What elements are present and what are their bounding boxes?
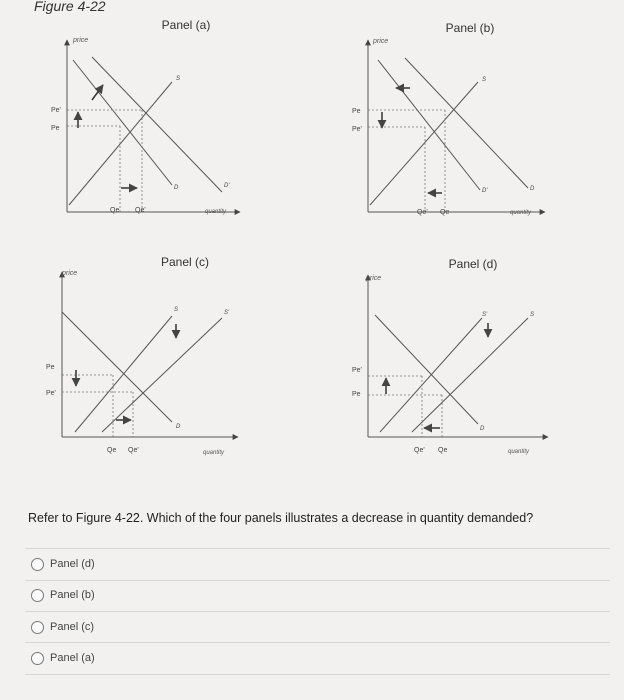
- panel-a-title: Panel (a): [161, 18, 211, 32]
- option-panel-a[interactable]: [28, 643, 608, 673]
- panel-a-d-label: D: [174, 185, 179, 191]
- panel-a-q-left: Qe: [110, 207, 120, 214]
- panel-b-d2-label: D': [482, 188, 488, 194]
- option-label: Panel (d): [50, 558, 95, 570]
- radio-button[interactable]: [31, 589, 44, 602]
- panel-d: [352, 257, 548, 455]
- option-label: Panel (a): [50, 652, 95, 664]
- panel-b-ylabel: price: [373, 38, 389, 45]
- panel-a-supply-curve: [69, 82, 172, 205]
- figure-title: Figure 4-22: [34, 0, 106, 14]
- option-panel-c[interactable]: [28, 612, 608, 642]
- panel-d-title: Panel (d): [448, 257, 498, 271]
- panel-a: [51, 18, 240, 215]
- divider: [25, 674, 610, 675]
- panel-d-ylabel: price: [366, 275, 382, 282]
- radio-button[interactable]: [31, 621, 44, 634]
- panel-c-q-left: Qe: [107, 447, 117, 454]
- panel-d-p-upper: Pe': [352, 367, 362, 374]
- panel-d-s-label: S: [530, 312, 535, 318]
- panel-c-s-label: S: [174, 307, 179, 313]
- panel-c-ylabel: price: [62, 270, 78, 277]
- panel-d-s2-label: S': [482, 312, 488, 318]
- panel-d-supply-curve-shifted: [380, 318, 482, 432]
- panel-c-s2-label: S': [224, 310, 230, 316]
- option-panel-d[interactable]: [28, 549, 608, 579]
- panel-a-d2-label: D': [224, 183, 230, 189]
- question-text: Refer to Figure 4-22. Which of the four panels illustrates a decrease in quantity demanded?: [28, 511, 534, 525]
- panel-c: [46, 255, 238, 456]
- radio-button[interactable]: [31, 558, 44, 571]
- panel-b-xlabel: quantity: [510, 210, 532, 216]
- panel-c-d-label: D: [176, 424, 181, 430]
- panel-c-p-lower: Pe': [46, 390, 56, 397]
- panel-d-p-lower: Pe: [352, 391, 361, 398]
- panel-a-shift-arrow: [92, 85, 103, 100]
- panel-a-s-label: S: [176, 76, 181, 82]
- panel-b-title: Panel (b): [445, 21, 495, 35]
- panel-a-xlabel: quantity: [205, 209, 227, 215]
- panel-b-p-lower: Pe': [352, 126, 362, 133]
- panel-a-q-right: Qe': [135, 207, 146, 214]
- panel-c-p-upper: Pe: [46, 364, 55, 371]
- panel-d-q-left: Qe': [414, 447, 425, 454]
- panel-b-q-left: Qe': [417, 209, 428, 216]
- panel-b-demand-curve: [405, 58, 528, 188]
- panel-d-q-right: Qe: [438, 447, 448, 454]
- panel-d-demand-curve: [375, 315, 478, 424]
- panel-b-p-upper: Pe: [352, 108, 361, 115]
- panel-a-p-upper: Pe': [51, 107, 61, 114]
- panel-c-q-right: Qe': [128, 447, 139, 454]
- panel-d-xlabel: quantity: [508, 449, 530, 455]
- panel-b-q-right: Qe: [440, 209, 450, 216]
- panel-a-p-lower: Pe: [51, 125, 60, 132]
- option-label: Panel (b): [50, 589, 95, 601]
- panel-b-d-label: D: [530, 186, 535, 192]
- option-label: Panel (c): [50, 621, 95, 633]
- panel-a-ylabel: price: [73, 37, 89, 44]
- panel-c-supply-curve-shifted: [102, 318, 222, 432]
- panel-a-demand-curve-shifted: [92, 57, 222, 192]
- panel-a-demand-curve: [73, 60, 172, 185]
- option-panel-b[interactable]: [28, 580, 608, 610]
- radio-button[interactable]: [31, 652, 44, 665]
- panel-d-d-label: D: [480, 426, 485, 432]
- panel-b: [352, 21, 545, 216]
- panel-b-supply-curve: [370, 82, 478, 205]
- panel-c-demand-curve: [62, 312, 172, 422]
- panel-c-xlabel: quantity: [203, 450, 225, 456]
- panel-c-title: Panel (c): [160, 255, 210, 269]
- panel-b-demand-curve-shifted: [378, 60, 480, 190]
- panel-b-s-label: S: [482, 77, 487, 83]
